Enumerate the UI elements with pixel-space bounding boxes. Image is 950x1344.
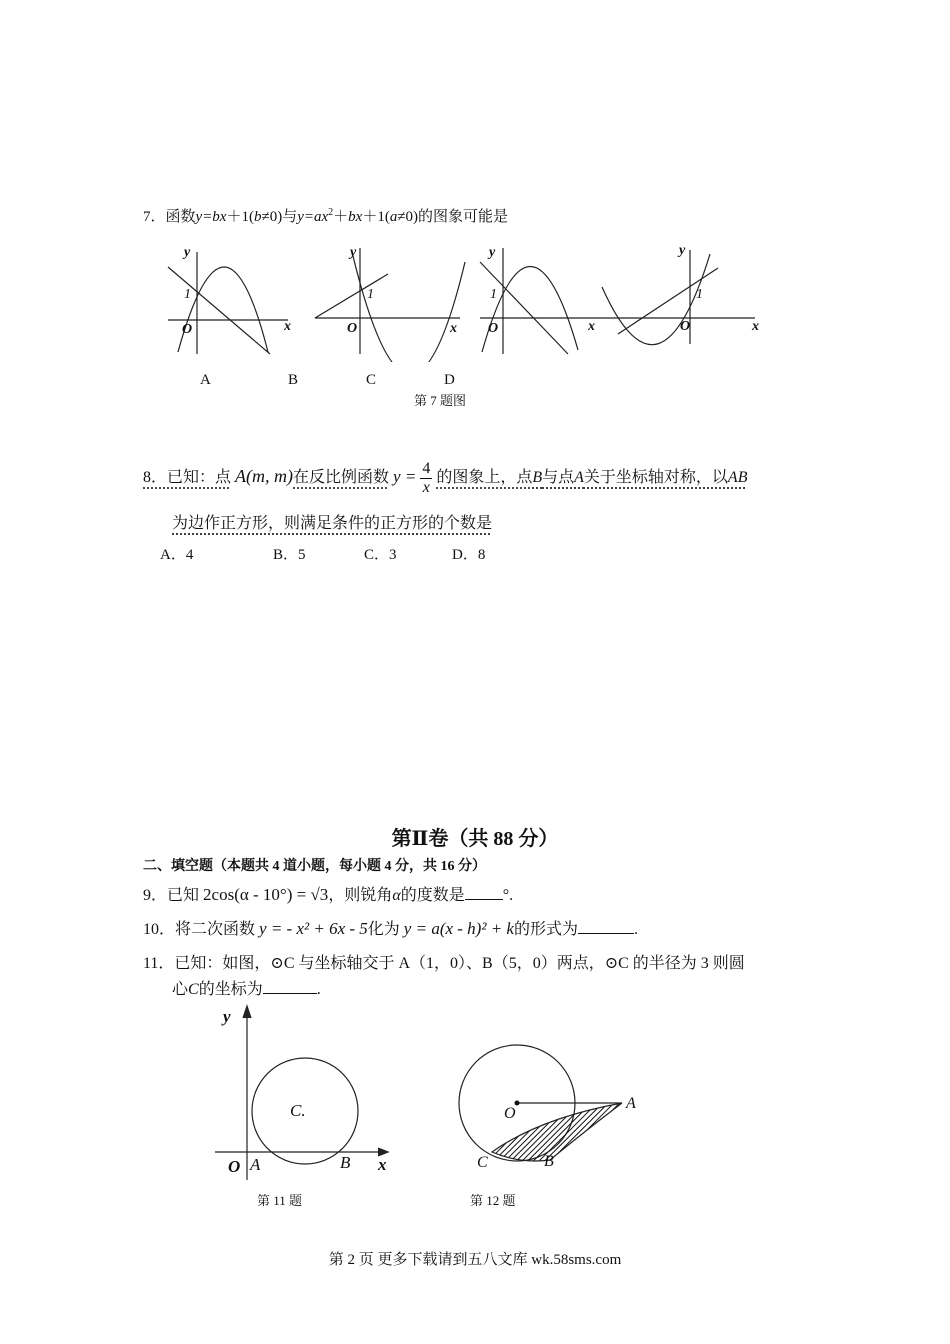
q11-line1: 11．已知：如图，⊙C 与坐标轴交于 A（1，0）、B（5，0）两点，⊙C 的半径为 3 则圆	[143, 955, 745, 972]
graph-a-o: O	[182, 322, 193, 337]
fig11-a: A	[250, 1155, 261, 1174]
graph-c-o: O	[488, 321, 499, 336]
q7-graphs	[160, 232, 780, 362]
part2-section: 二、填空题（本题共 4 道小题，每小题 4 分，共 16 分）	[143, 859, 486, 874]
q10-expr2: y = a(x - h)² + k	[403, 919, 514, 938]
fig12-a: A	[626, 1095, 636, 1112]
fig12-caption: 第 12 题	[470, 1193, 516, 1208]
fig11-b: B	[340, 1153, 351, 1172]
fig11-x: x	[378, 1155, 387, 1174]
graph-d-y: y	[679, 243, 686, 258]
q8-option-b: B．5	[273, 547, 306, 563]
q7-stem: 7．函数y=bx＋1(b≠0)与$y=ax^2+bx+1(a\ne 0)$的图象可能是	[143, 207, 509, 225]
graph-a-1: 1	[184, 287, 191, 302]
q10-blank[interactable]	[578, 919, 634, 934]
figure-11	[210, 1000, 410, 1180]
q8-option-a: A．4	[160, 547, 194, 563]
graph-a	[168, 252, 288, 354]
fig11-caption: 第 11 题	[257, 1193, 303, 1208]
graph-c-y: y	[489, 245, 496, 260]
page-footer: 第 2 页 更多下载请到五八文库 wk.58sms.com	[328, 1252, 622, 1268]
q10-expr1: y = - x² + 6x - 5	[259, 919, 368, 938]
graph-b	[315, 248, 465, 362]
q11-line2: 心C的坐标为 .	[172, 981, 321, 998]
fig11-origin: O	[228, 1157, 241, 1176]
graph-d-1: 1	[696, 287, 703, 302]
fig11-y: y	[223, 1007, 231, 1026]
fig11-c: C.	[290, 1101, 306, 1120]
q9: 9．已知 2cos(α - 10°) = √3，则锐角α的度数是 °.	[143, 885, 514, 904]
graph-b-1: 1	[367, 287, 374, 302]
graph-a-x: x	[284, 319, 291, 334]
fig12-o: O	[504, 1105, 516, 1122]
graph-a-y: y	[184, 245, 191, 260]
q8-fraction: $\frac{4}{x}$	[422, 460, 431, 496]
q8-point: A(m, m)	[235, 466, 294, 487]
graph-d-x: x	[752, 319, 759, 334]
part2-title: 第Ⅱ卷（共 88 分）	[391, 828, 559, 850]
q8-line2: 为边作正方形，则满足条件的正方形的个数是	[172, 515, 493, 532]
graph-c	[480, 248, 600, 354]
graph-c-x: x	[588, 319, 595, 334]
graph-b-y: y	[350, 245, 357, 260]
q11-blank[interactable]	[263, 979, 317, 994]
q10: 10．将二次函数 y = - x² + 6x - 5化为 y = a(x - h)² + k的形式为 .	[143, 919, 638, 938]
figure-12	[450, 1040, 670, 1180]
graph-c-1: 1	[490, 287, 497, 302]
graph-d-o: O	[680, 319, 691, 334]
graph-b-x: x	[450, 321, 457, 336]
q7-caption: 第 7 题图	[414, 393, 467, 408]
graph-b-o: O	[347, 321, 358, 336]
q9-blank[interactable]	[465, 885, 503, 900]
q8-option-c: C．3	[364, 547, 397, 563]
fig12-c: C	[477, 1154, 488, 1171]
q8-line1: 8．已知：点 A(m, m)在反比例函数 y = $\frac{4}{x}$ 的图象上，点B与点A关于坐标轴对称，以AB	[143, 460, 748, 496]
q8-option-d: D．8	[452, 547, 486, 563]
graph-d	[600, 250, 755, 345]
q9-expr: 2cos(α - 10°) = √3	[203, 885, 329, 904]
fig12-b: B	[544, 1153, 554, 1170]
